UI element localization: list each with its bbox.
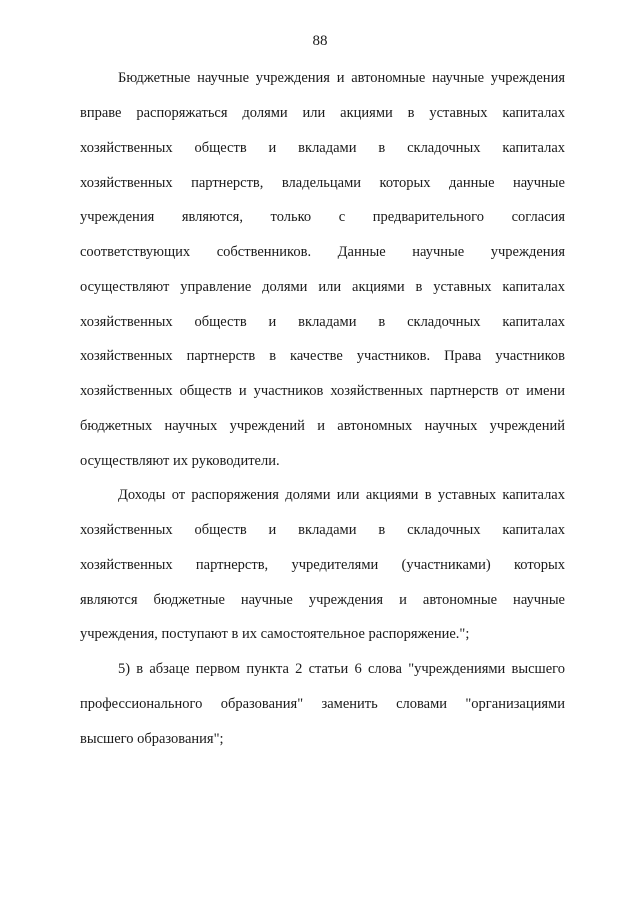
text-line: бюджетных научных учреждений и автономных научных учреждений: [80, 418, 565, 434]
text-line: являются бюджетные научные учреждения и автономные научные: [80, 592, 565, 608]
text-line: 5) в абзаце первом пункта 2 статьи 6 слова "учреждениями высшего: [118, 661, 565, 677]
text-line: высшего образования";: [80, 731, 224, 747]
text-line: хозяйственных партнерств в качестве участников. Права участников: [80, 348, 565, 364]
text-line: соответствующих собственников. Данные научные учреждения: [80, 244, 565, 260]
text-line: вправе распоряжаться долями или акциями в уставных капиталах: [80, 105, 565, 121]
text-line: Бюджетные научные учреждения и автономные научные учреждения: [118, 70, 565, 86]
text-line: учреждения, поступают в их самостоятельное распоряжение.";: [80, 626, 470, 642]
page-number: 88: [312, 33, 328, 49]
text-line: учреждения являются, только с предварительного согласия: [80, 209, 565, 225]
text-line: осуществляют их руководители.: [80, 453, 280, 469]
text-line: осуществляют управление долями или акциями в уставных капиталах: [80, 279, 565, 295]
text-line: хозяйственных обществ и вкладами в складочных капиталах: [80, 140, 565, 156]
text-line: профессионального образования" заменить словами "организациями: [80, 696, 565, 712]
text-line: хозяйственных партнерств, учредителями (участниками) которых: [80, 557, 565, 573]
text-line: Доходы от распоряжения долями или акциями в уставных капиталах: [118, 487, 565, 503]
text-line: хозяйственных обществ и участников хозяйственных партнерств от имени: [80, 383, 565, 399]
text-line: хозяйственных партнерств, владельцами которых данные научные: [80, 175, 565, 191]
text-line: хозяйственных обществ и вкладами в складочных капиталах: [80, 522, 565, 538]
text-line: хозяйственных обществ и вкладами в складочных капиталах: [80, 314, 565, 330]
